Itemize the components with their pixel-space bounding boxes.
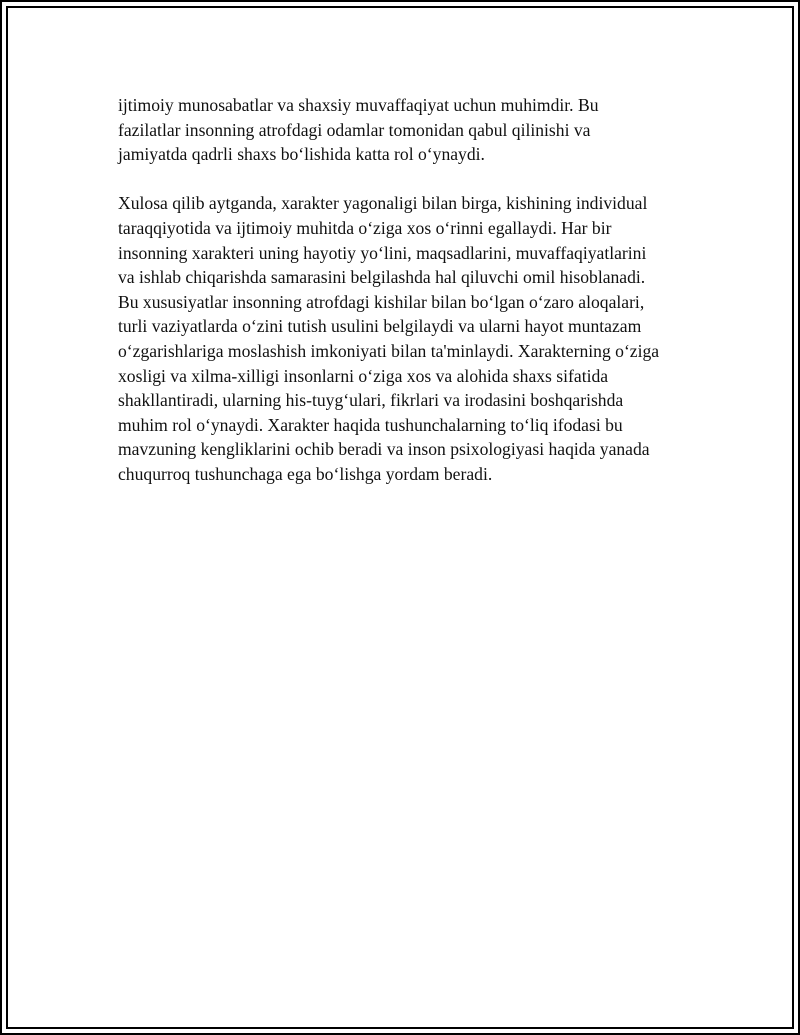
text-line: chuqurroq tushunchaga ega bo‘lishga yordam beradi. bbox=[118, 463, 493, 484]
paragraph-conclusion bbox=[118, 191, 708, 486]
text-line: jamiyatda qadrli shaxs bo‘lishida katta rol o‘ynaydi. bbox=[118, 144, 485, 165]
document-body bbox=[118, 93, 708, 487]
text-line: xosligi va xilma-xilligi insonlarni o‘ziga xos va alohida shaxs sifatida bbox=[118, 365, 609, 386]
text-line: ijtimoiy munosabatlar va shaxsiy muvaffaqiyat uchun muhimdir. Bu bbox=[118, 95, 599, 115]
text-line: va ishlab chiqarishda samarasini belgilashda hal qiluvchi omil hisoblanadi. bbox=[118, 267, 646, 288]
text-line: o‘zgarishlariga moslashish imkoniyati bilan ta'minlaydi. Xarakterning o‘ziga bbox=[118, 340, 660, 361]
text-line: Xulosa qilib aytganda, xarakter yagonaligi bilan birga, kishining individual bbox=[118, 193, 648, 214]
text-line: turli vaziyatlarda o‘zini tutish usulini belgilaydi va ularni hayot muntazam bbox=[118, 316, 642, 337]
text-line: mavzuning kengliklarini ochib beradi va inson psixologiyasi haqida yanada bbox=[118, 439, 650, 460]
text-line: insonning xarakteri uning hayotiy yo‘lini, maqsadlarini, muvaffaqiyatlarini bbox=[118, 242, 647, 263]
text-line: fazilatlar insonning atrofdagi odamlar tomonidan qabul qilinishi va bbox=[118, 119, 591, 140]
text-line: Bu xususiyatlar insonning atrofdagi kishilar bilan bo‘lgan o‘zaro aloqalari, bbox=[118, 291, 645, 312]
text-line: taraqqiyotida va ijtimoiy muhitda o‘ziga xos o‘rinni egallaydi. Har bir bbox=[118, 217, 612, 238]
paragraph-continuation bbox=[118, 93, 708, 167]
text-line: shakllantiradi, ularning his-tuyg‘ulari, fikrlari va irodasini boshqarishda bbox=[118, 390, 624, 411]
text-line: muhim rol o‘ynaydi. Xarakter haqida tushunchalarning to‘liq ifodasi bu bbox=[118, 414, 623, 435]
